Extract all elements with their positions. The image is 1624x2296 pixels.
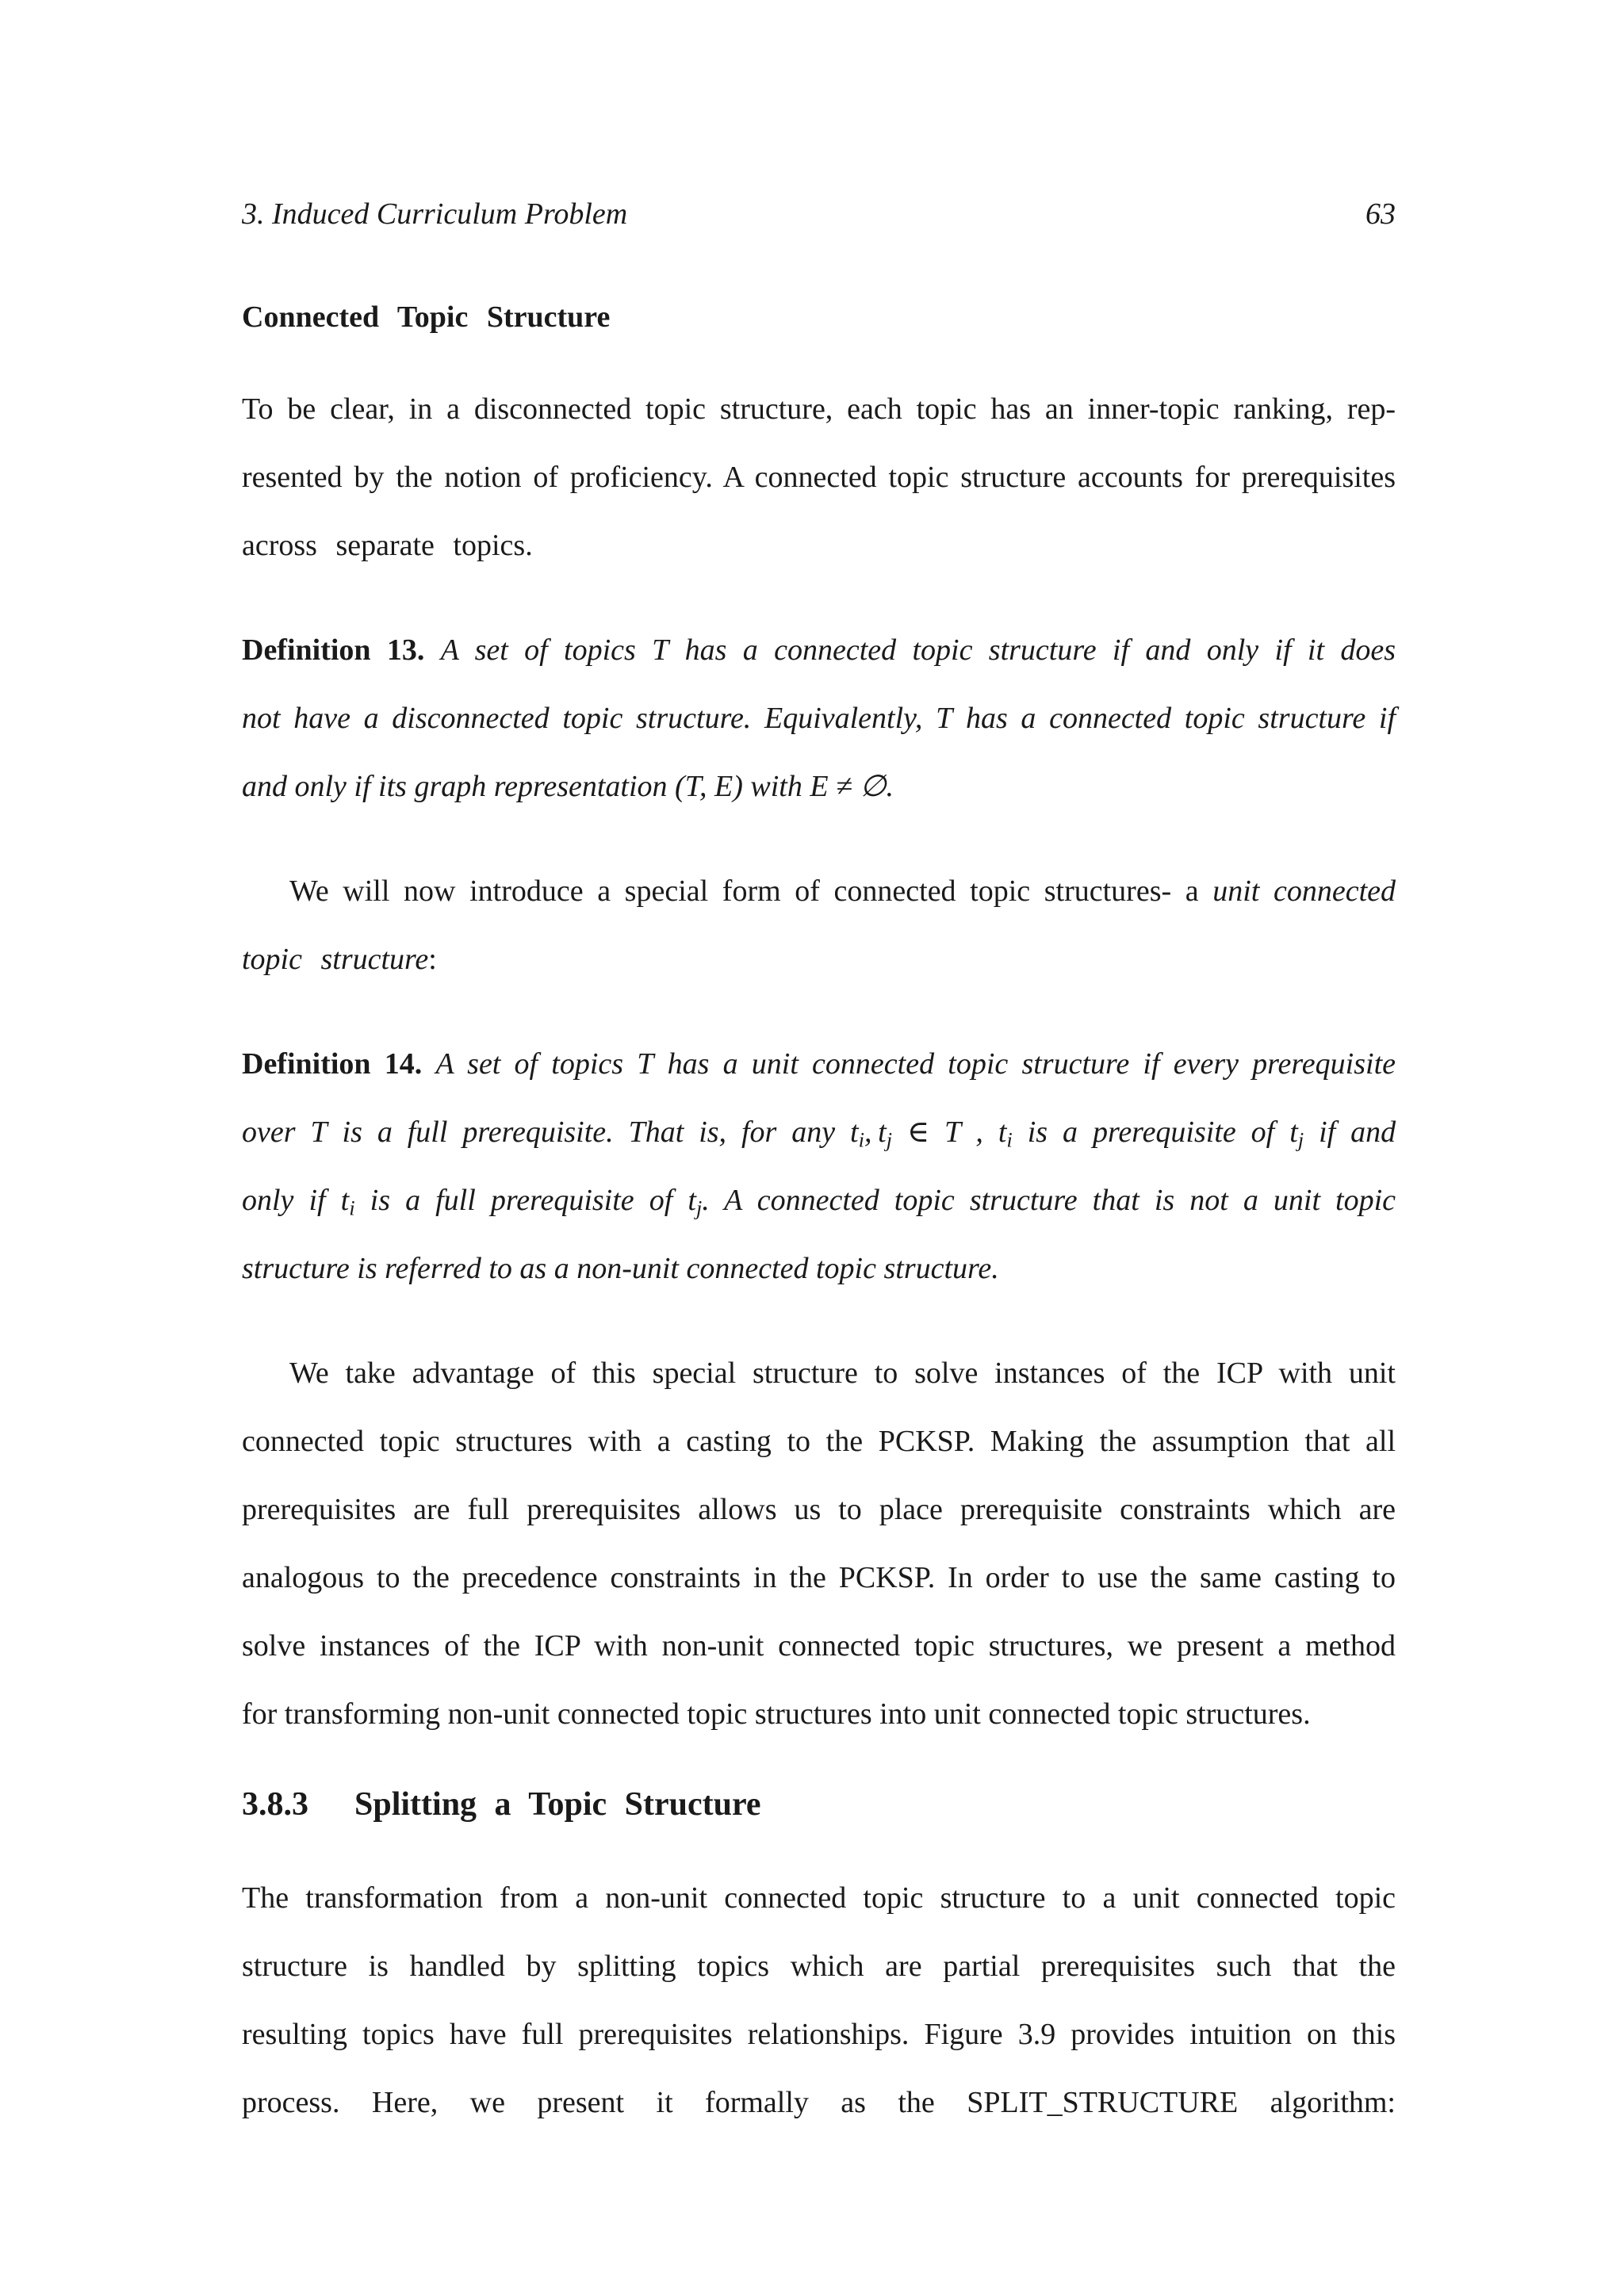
- para4-line1: The transformation from a non-unit connected topic structure to a unit connected topic: [242, 1881, 1396, 1915]
- paragraph-heading: Connected Topic Structure: [242, 300, 611, 334]
- para3-line1: We take advantage of this special structure to solve instances of the ICP with unit: [289, 1357, 1396, 1390]
- para3-line6: for transforming non-unit connected topic structures into unit connected topic structures.: [242, 1697, 1311, 1731]
- definition-13-line2: not have a disconnected topic structure. Equivalently, T has a connected topic structure if: [242, 702, 1396, 735]
- definition-14-label: Definition 14.: [242, 1047, 423, 1081]
- para3-line3: prerequisites are full prerequisites allows us to place prerequisite constraints which are: [242, 1493, 1396, 1526]
- para1-line3: across separate topics.: [242, 529, 533, 562]
- running-header: [242, 197, 1396, 235]
- para4-line3: resulting topics have full prerequisites relationships. Figure 3.9 provides intuition on this: [242, 2018, 1396, 2051]
- para1-line1: To be clear, in a disconnected topic structure, each topic has an inner-topic ranking, rep-: [242, 392, 1396, 426]
- para4-line2: structure is handled by splitting topics which are partial prerequisites such that the: [242, 1950, 1396, 1983]
- definition-13-line1: Definition 13. A set of topics T has a connected topic structure if and only if it does: [242, 633, 1396, 667]
- page-number: 63: [1365, 197, 1396, 231]
- definition-14-line2: over T is a full prerequisite. That is, for any $t_i$, $t_j$ ∈ T , $t_i$ is a prerequisite of $t_j$ if and: [242, 1115, 1396, 1152]
- para3-line4: analogous to the precedence constraints in the PCKSP. In order to use the same casting to: [242, 1561, 1396, 1594]
- definition-13-label: Definition 13.: [242, 633, 425, 667]
- para1-line2: resented by the notion of proficiency. A connected topic structure accounts for prerequisites: [242, 461, 1396, 494]
- section-title: Splitting a Topic Structure: [354, 1786, 761, 1823]
- section-number: 3.8.3: [242, 1786, 308, 1823]
- para3-line5: solve instances of the ICP with non-unit connected topic structures, we present a method: [242, 1629, 1396, 1663]
- definition-13-line3: and only if its graph representation (T, E) with E ≠ ∅.: [242, 770, 894, 803]
- running-title: 3. Induced Curriculum Problem: [242, 197, 628, 231]
- para2-line1: We will now introduce a special form of connected topic structures- a unit connected: [289, 874, 1396, 908]
- definition-14-line1: Definition 14. A set of topics T has a unit connected topic structure if every prerequisite: [242, 1047, 1396, 1081]
- definition-14-line3: only if $t_i$ is a full prerequisite of $t_j$. A connected topic structure that is not a unit topic: [242, 1184, 1396, 1220]
- para4-line4: process. Here, we present it formally as the SPLIT_STRUCTURE algorithm:: [242, 2086, 1396, 2119]
- para3-line2: connected topic structures with a casting to the PCKSP. Making the assumption that all: [242, 1425, 1396, 1458]
- para2-line2: topic structure:: [242, 943, 437, 976]
- definition-14-line4: structure is referred to as a non-unit connected topic structure.: [242, 1252, 999, 1285]
- section-heading: [242, 1785, 760, 1823]
